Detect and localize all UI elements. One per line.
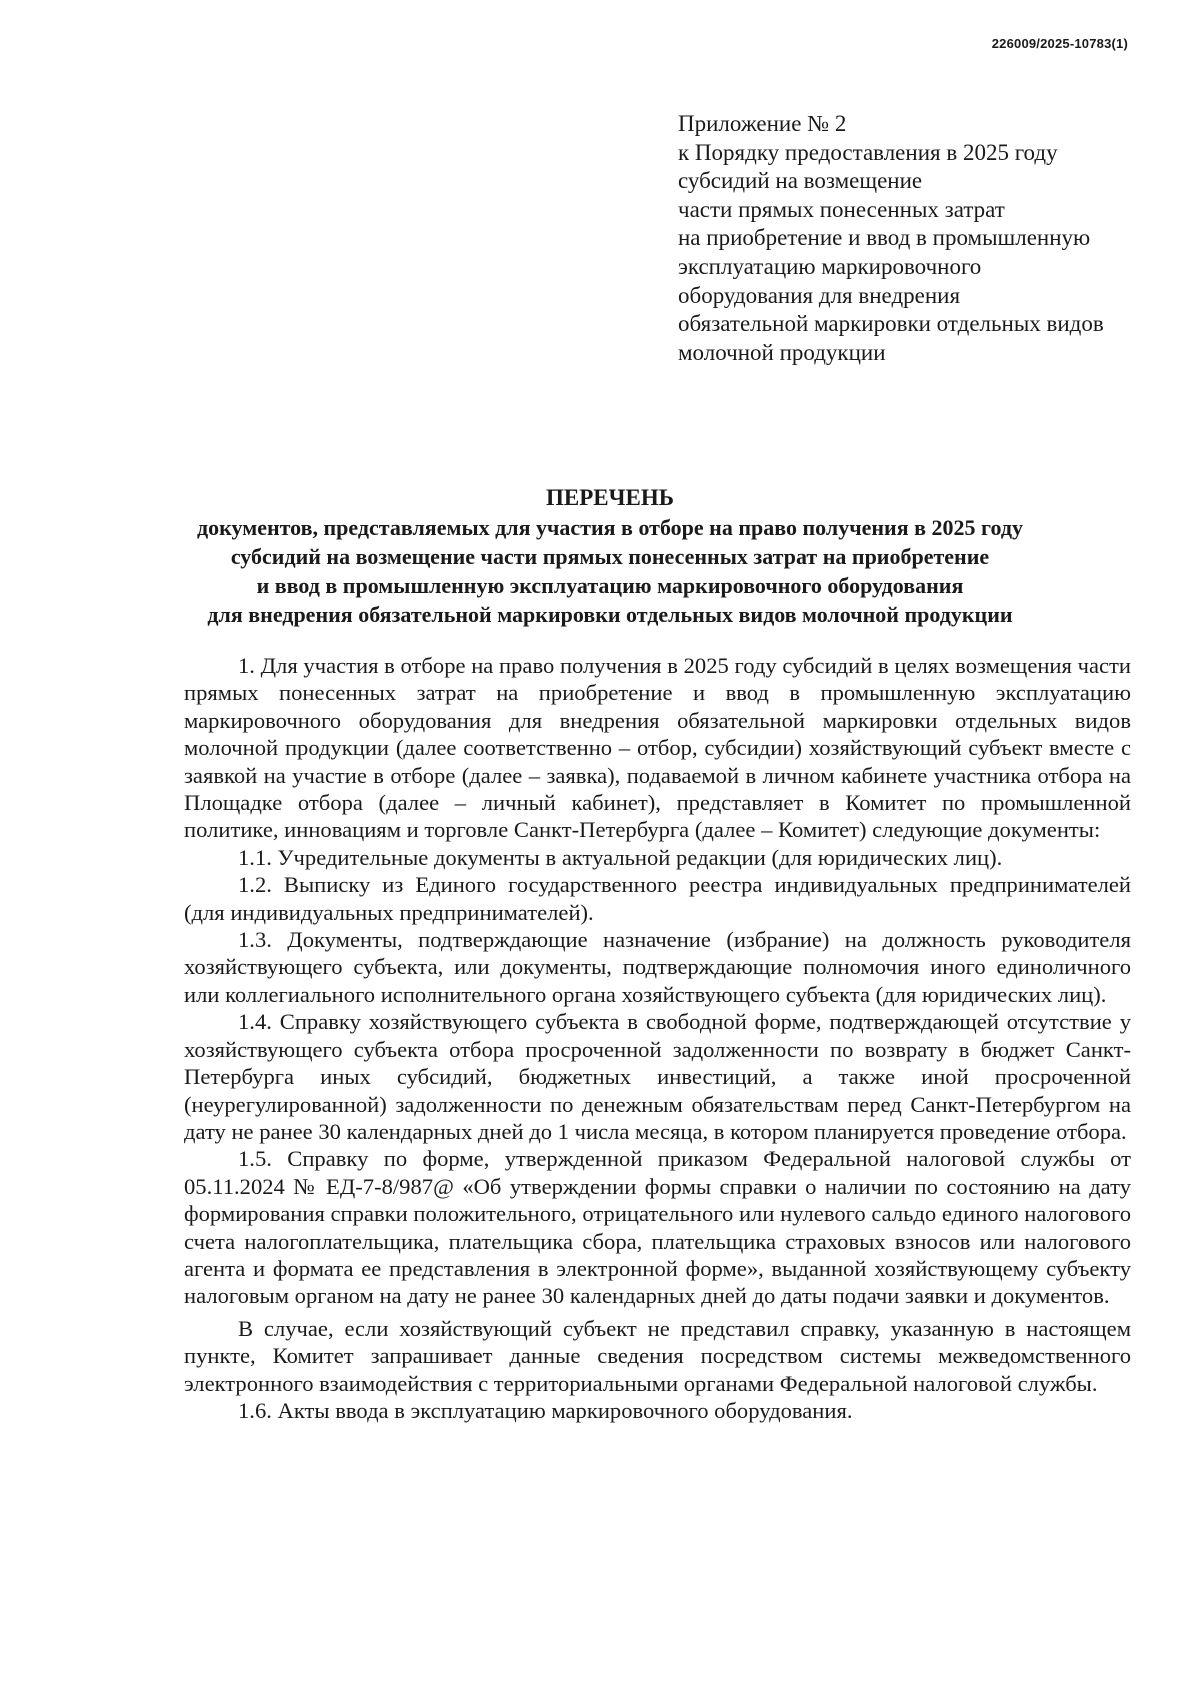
paragraph-1: 1. Для участия в отборе на право получения в 2025 году субсидий в целях возмещения части прямых понесенных затрат на приобретение и ввод в промышленную эксплуатацию маркировочного оборудования для внедрения обязательной маркировки отдельных видов молочной продукции (далее соответственно – отбор, субсидии) хозяйствующий субъект вместе с заявкой на участие в отборе (далее – заявка), подаваемой в личном кабинете участника отбора на Площадке отбора (далее – личный кабинет), представляет в Комитет по промышленной политике, инновациям и торговле Санкт-Петербурга (далее – Комитет) следующие документы: [184, 653, 1131, 843]
appendix-line: на приобретение и ввод в промышленную [678, 225, 1091, 251]
appendix-line: части прямых понесенных затрат [678, 196, 1005, 222]
appendix-line: молочной продукции [678, 339, 886, 365]
subtitle-line: и ввод в промышленную эксплуатацию маркировочного оборудования [256, 573, 964, 598]
paragraph-1-3: 1.3. Документы, подтверждающие назначение (избрание) на должность руководителя хозяйствующего субъекта, или документы, подтверждающие полномочия иного единоличного или коллегиального исполнительного органа хозяйствующего субъекта (для юридических лиц). [184, 927, 1131, 1007]
appendix-line: к Порядку предоставления в 2025 году [678, 139, 1058, 165]
registration-number: 226009/2025-10783(1) [991, 36, 1128, 51]
subtitle-line: документов, представляемых для участия в отборе на право получения в 2025 году [197, 515, 1023, 540]
document-title: ПЕРЕЧЕНЬ [546, 485, 674, 510]
paragraph-1-5: 1.5. Справку по форме, утвержденной приказом Федеральной налоговой службы от 05.11.2024 № ЕД-7-8/987@ «Об утверждении формы справки о наличии по состоянию на дату формирования справки положительного, отрицательного или нулевого сальдо единого налогового счета налогоплательщика, плательщика сбора, плательщика страховых взносов или налогового агента и формата ее представления в электронной форме», выданной хозяйствующему субъекту налоговым органом на дату не ранее 30 календарных дней до даты подачи заявки и документов. [184, 1146, 1131, 1309]
subtitle-line: субсидий на возмещение части прямых понесенных затрат на приобретение [230, 544, 990, 569]
appendix-line: Приложение № 2 [678, 111, 847, 136]
document-body [184, 652, 1131, 1424]
appendix-line: обязательной маркировки отдельных видов [678, 311, 1104, 337]
paragraph-1-2: 1.2. Выписку из Единого государственного реестра индивидуальных предпринимателей (для индивидуальных предпринимателей). [184, 872, 1131, 925]
paragraph-1-5-note: В случае, если хозяйствующий субъект не представил справку, указанную в настоящем пункте, Комитет запрашивает данные сведения посредством системы межведомственного электронного взаимодействия с территориальными органами Федеральной налоговой службы. [184, 1315, 1131, 1396]
subtitle-line: для внедрения обязательной маркировки отдельных видов молочной продукции [207, 602, 1013, 627]
appendix-line: оборудования для внедрения [678, 282, 961, 308]
paragraph-1-6: 1.6. Акты ввода в эксплуатацию маркировочного оборудования. [238, 1397, 853, 1423]
document-title-block [150, 483, 1070, 629]
paragraph-1-1: 1.1. Учредительные документы в актуальной редакции (для юридических лиц). [238, 844, 1003, 870]
appendix-line: субсидий на возмещение [678, 168, 923, 194]
paragraph-1-4: 1.4. Справку хозяйствующего субъекта в свободной форме, подтверждающей отсутствие у хозяйствующего субъекта отбора просроченной задолженности по возврату в бюджет Санкт-Петербурга иных субсидий, бюджетных инвестиций, а также иной просроченной (неурегулированной) задолженности по денежным обязательствам перед Санкт-Петербургом на дату не ранее 30 календарных дней до 1 числа месяца, в котором планируется проведение отбора. [184, 1009, 1131, 1144]
appendix-header [678, 110, 1148, 367]
appendix-line: эксплуатацию маркировочного [678, 253, 982, 279]
